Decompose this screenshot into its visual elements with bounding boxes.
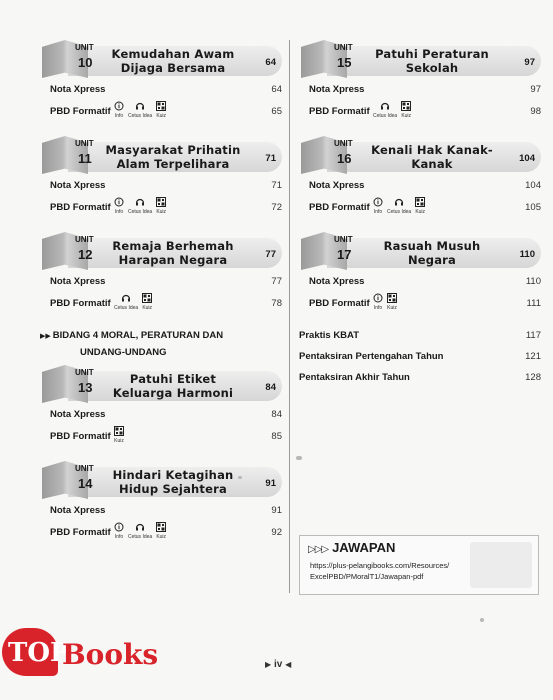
resource-cetus[interactable] [128, 522, 152, 540]
unit-title-line: Patuhi Peraturan Sekolah [375, 47, 489, 75]
resource-info[interactable] [114, 522, 124, 540]
unit-page-number: 110 [519, 249, 535, 260]
pbd-formatif-entry[interactable] [40, 521, 282, 543]
print-mark [238, 476, 242, 479]
pbd-formatif-entry[interactable] [299, 292, 541, 314]
resource-label: Kuiz [156, 534, 167, 540]
resource-kuiz[interactable] [387, 293, 397, 311]
unit-title-line: Patuhi Etiket [129, 372, 217, 386]
unit-label: UNIT [334, 235, 353, 244]
unit-block-15 [299, 40, 541, 122]
resource-info[interactable] [373, 197, 383, 215]
unit-header [301, 232, 541, 270]
resource-kuiz[interactable] [156, 101, 166, 119]
entry-label: Nota Xpress [309, 180, 365, 191]
unit-title-line: Remaja Berhemah [112, 239, 234, 253]
extra-label: Pentaksiran Pertengahan Tahun [299, 351, 444, 362]
headphones-icon[interactable] [135, 197, 145, 209]
entry-page-number: 111 [526, 298, 541, 309]
unit-number: 17 [337, 247, 352, 262]
pbd-formatif-entry[interactable] [40, 196, 282, 218]
entry-label: PBD Formatif [50, 298, 111, 309]
entry-page-number: 110 [525, 276, 541, 287]
jawapan-background-graphic [470, 542, 532, 588]
unit-number: 13 [78, 380, 93, 395]
unit-title[interactable] [102, 371, 244, 401]
unit-title[interactable] [102, 238, 244, 268]
unit-title[interactable] [361, 142, 503, 172]
page-number [265, 659, 291, 670]
entry-label: Nota Xpress [50, 84, 106, 95]
topbooks-logo [0, 620, 185, 682]
unit-block-14 [40, 461, 282, 543]
resource-kuiz[interactable] [401, 101, 411, 119]
resource-kuiz[interactable] [142, 293, 152, 311]
jawapan-url-line1[interactable]: https://plus-pelangibooks.com/Resources/ [310, 561, 450, 570]
info-icon[interactable] [373, 293, 383, 305]
resource-icons [114, 101, 166, 119]
entry-label: PBD Formatif [309, 298, 370, 309]
unit-title[interactable] [361, 238, 503, 268]
resource-label: Cetus Idea [114, 305, 139, 311]
entry-page-number: 84 [271, 409, 282, 420]
resource-label: Kuiz [156, 209, 167, 215]
resource-icons [373, 197, 425, 215]
resource-cetus[interactable] [387, 197, 411, 215]
entry-page-number: 91 [271, 505, 282, 516]
logo-books-text: Books [62, 638, 159, 671]
section-heading-bidang-4 [40, 328, 282, 361]
resource-label: Info [373, 305, 383, 311]
unit-header [42, 40, 282, 78]
unit-header [301, 40, 541, 78]
extra-label: Pentaksiran Akhir Tahun [299, 372, 410, 383]
section-heading-line1: BIDANG 4 MORAL, PERATURAN DAN [52, 330, 224, 341]
extra-entry[interactable] [299, 330, 541, 351]
resource-cetus[interactable] [128, 197, 152, 215]
entry-page-number: 72 [271, 202, 282, 213]
entry-label: Nota Xpress [50, 276, 106, 287]
pbd-formatif-entry[interactable] [299, 196, 541, 218]
entry-label: Nota Xpress [309, 84, 365, 95]
unit-page-number: 64 [265, 57, 276, 68]
qr-code-icon[interactable] [415, 197, 425, 209]
entry-label: Nota Xpress [309, 276, 365, 287]
info-icon[interactable] [114, 101, 124, 113]
entry-page-number: 92 [271, 527, 282, 538]
headphones-icon[interactable] [121, 293, 131, 305]
nota-xpress-entry[interactable] [299, 78, 541, 100]
resource-icons [114, 197, 166, 215]
resource-icons [373, 101, 411, 119]
jawapan-url[interactable] [310, 560, 449, 582]
entry-label: PBD Formatif [50, 527, 111, 538]
section-heading-line2: UNDANG-UNDANG [80, 347, 167, 358]
resource-label: Cetus Idea [373, 113, 398, 119]
unit-number: 14 [78, 476, 93, 491]
pbd-formatif-entry[interactable] [40, 100, 282, 122]
triple-arrow-icon: ▷▷▷ [308, 544, 329, 555]
entry-label: Nota Xpress [50, 180, 106, 191]
qr-code-icon[interactable] [142, 293, 152, 305]
info-icon[interactable] [373, 197, 383, 209]
resource-label: Info [114, 113, 124, 119]
resource-label: Cetus Idea [128, 534, 153, 540]
unit-title-line: Hindari Ketagihan [112, 468, 234, 482]
unit-title-line: Keluarga Harmoni [112, 386, 234, 400]
unit-block-16 [299, 136, 541, 218]
nota-xpress-entry[interactable] [40, 270, 282, 292]
nota-xpress-entry[interactable] [40, 499, 282, 521]
unit-block-10 [40, 40, 282, 122]
resource-label: Cetus Idea [128, 113, 153, 119]
unit-block-13 [40, 365, 282, 447]
unit-title-line: Rasuah Musuh Negara [383, 239, 481, 267]
jawapan-url-line2[interactable]: ExcelPBD/PMoralT1/Jawapan-pdf [310, 572, 424, 581]
unit-label: UNIT [75, 235, 94, 244]
unit-title[interactable] [102, 46, 244, 76]
resource-label: Cetus Idea [387, 209, 412, 215]
unit-title-line: Harapan Negara [118, 253, 228, 267]
nota-xpress-entry[interactable] [40, 174, 282, 196]
unit-title-line: Kenali Hak Kanak-Kanak [371, 143, 493, 171]
entry-page-number: 97 [530, 84, 541, 95]
unit-label: UNIT [75, 139, 94, 148]
resource-label: Kuiz [142, 305, 153, 311]
resource-label: Kuiz [387, 305, 397, 311]
info-icon[interactable] [114, 197, 124, 209]
column-divider [289, 40, 290, 593]
entry-page-number: 77 [271, 276, 282, 287]
resource-icons [114, 293, 152, 311]
unit-title-line: Kemudahan Awam [111, 47, 235, 61]
resource-info[interactable] [373, 293, 383, 311]
qr-code-icon[interactable] [401, 101, 411, 113]
extra-page-number: 117 [525, 330, 541, 341]
qr-code-icon[interactable] [156, 522, 166, 534]
entry-label: PBD Formatif [50, 431, 111, 442]
page-marker-right-icon: ◀ [285, 660, 292, 669]
double-arrow-icon: ▶▶ [40, 333, 51, 340]
resource-label: Info [373, 209, 383, 215]
extra-page-number: 121 [525, 351, 541, 362]
jawapan-box [299, 535, 539, 595]
entry-label: PBD Formatif [309, 202, 370, 213]
unit-page-number: 77 [265, 249, 276, 260]
resource-cetus[interactable] [128, 101, 152, 119]
unit-title[interactable] [361, 46, 503, 76]
right-column [299, 40, 541, 393]
resource-kuiz[interactable] [415, 197, 425, 215]
pbd-formatif-entry[interactable] [299, 100, 541, 122]
entry-page-number: 78 [271, 298, 282, 309]
entry-label: Nota Xpress [50, 409, 106, 420]
entry-label: PBD Formatif [309, 106, 370, 117]
unit-header [42, 461, 282, 499]
unit-number: 12 [78, 247, 93, 262]
resource-label: Kuiz [114, 438, 124, 444]
qr-code-icon[interactable] [387, 293, 397, 305]
entry-label: PBD Formatif [50, 202, 111, 213]
resource-label: Info [114, 209, 124, 215]
unit-header [42, 365, 282, 403]
entry-label: Nota Xpress [50, 505, 106, 516]
resource-cetus[interactable] [373, 101, 397, 119]
entry-page-number: 104 [525, 180, 541, 191]
nota-xpress-entry[interactable] [40, 403, 282, 425]
resource-kuiz[interactable] [156, 522, 166, 540]
entry-page-number: 65 [271, 106, 282, 117]
entry-page-number: 64 [271, 84, 282, 95]
unit-page-number: 84 [265, 382, 276, 393]
print-mark [480, 618, 484, 622]
qr-code-icon[interactable] [156, 197, 166, 209]
resource-icons [114, 522, 166, 540]
nota-xpress-entry[interactable] [40, 78, 282, 100]
unit-label: UNIT [334, 43, 353, 52]
unit-title[interactable] [102, 142, 244, 172]
unit-header [301, 136, 541, 174]
entry-page-number: 105 [525, 202, 541, 213]
logo-badge [2, 628, 70, 676]
unit-block-11 [40, 136, 282, 218]
jawapan-title [308, 540, 395, 555]
headphones-icon[interactable] [394, 197, 404, 209]
resource-kuiz[interactable] [156, 197, 166, 215]
extra-entry[interactable] [299, 372, 541, 393]
unit-title-line: Alam Terpelihara [116, 157, 230, 171]
unit-page-number: 91 [265, 478, 276, 489]
resource-label: Info [114, 534, 124, 540]
headphones-icon[interactable] [135, 101, 145, 113]
qr-code-icon[interactable] [156, 101, 166, 113]
pbd-formatif-entry[interactable] [40, 292, 282, 314]
unit-header [42, 232, 282, 270]
unit-page-number: 97 [524, 57, 535, 68]
left-column [40, 40, 282, 557]
nota-xpress-entry[interactable] [299, 270, 541, 292]
entry-page-number: 98 [530, 106, 541, 117]
headphones-icon[interactable] [380, 101, 390, 113]
extra-page-number: 128 [525, 372, 541, 383]
headphones-icon[interactable] [135, 522, 145, 534]
unit-number: 16 [337, 151, 352, 166]
print-mark [296, 456, 302, 460]
resource-info[interactable] [114, 197, 124, 215]
unit-title-line: Dijaga Bersama [120, 61, 226, 75]
unit-page-number: 71 [265, 153, 276, 164]
resource-cetus[interactable] [114, 293, 138, 311]
entry-label: PBD Formatif [50, 106, 111, 117]
nota-xpress-entry[interactable] [299, 174, 541, 196]
unit-title[interactable] [102, 467, 244, 497]
unit-number: 15 [337, 55, 352, 70]
unit-label: UNIT [334, 139, 353, 148]
extra-entry[interactable] [299, 351, 541, 372]
resource-icons [373, 293, 397, 311]
pbd-formatif-entry[interactable] [40, 425, 282, 447]
info-icon[interactable] [114, 522, 124, 534]
extra-label: Praktis KBAT [299, 330, 360, 341]
unit-block-12 [40, 232, 282, 314]
unit-number: 11 [78, 151, 92, 166]
resource-info[interactable] [114, 101, 124, 119]
resource-icons [114, 426, 124, 444]
unit-label: UNIT [75, 464, 94, 473]
page-number-text: iv [273, 659, 283, 670]
logo-top-text: TOP [8, 638, 70, 668]
entry-page-number: 71 [271, 180, 282, 191]
resource-label: Kuiz [415, 209, 426, 215]
jawapan-title-text: JAWAPAN [332, 540, 396, 555]
unit-label: UNIT [75, 368, 94, 377]
unit-page-number: 104 [519, 153, 535, 164]
unit-title-line: Masyarakat Prihatin [105, 143, 241, 157]
unit-title-line: Hidup Sejahtera [119, 482, 227, 496]
resource-kuiz[interactable] [114, 426, 124, 444]
qr-code-icon[interactable] [114, 426, 124, 438]
unit-label: UNIT [75, 43, 94, 52]
resource-label: Cetus Idea [128, 209, 153, 215]
unit-number: 10 [78, 55, 93, 70]
entry-page-number: 85 [271, 431, 282, 442]
unit-block-17 [299, 232, 541, 314]
resource-label: Kuiz [156, 113, 167, 119]
unit-header [42, 136, 282, 174]
page-marker-left-icon: ▶ [265, 660, 272, 669]
resource-label: Kuiz [401, 113, 412, 119]
extras-list [299, 330, 541, 393]
